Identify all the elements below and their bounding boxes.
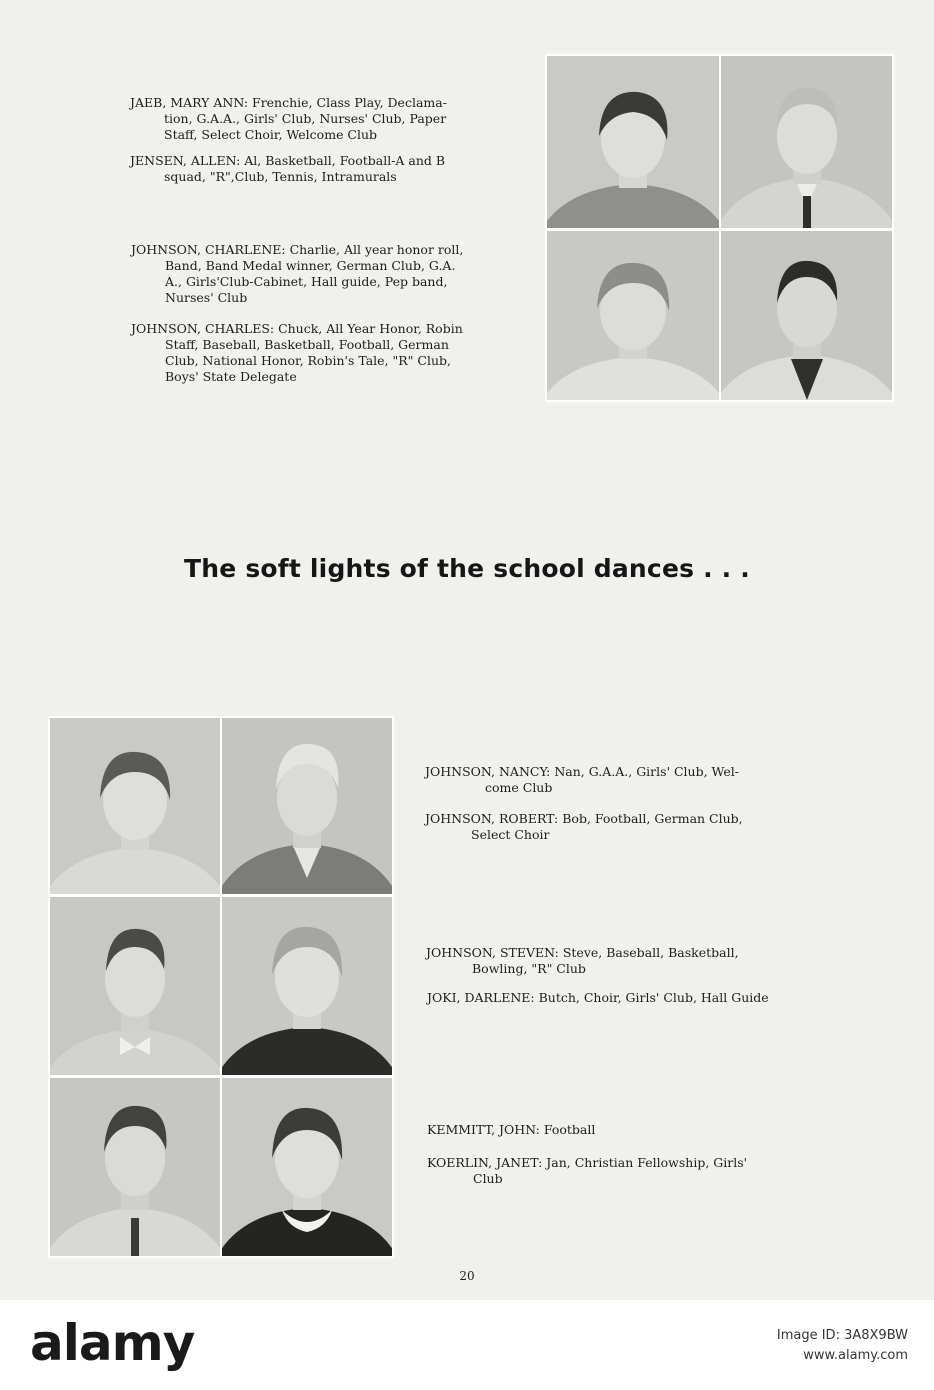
- portrait-photo: [50, 897, 220, 1075]
- portrait-photo: [721, 231, 892, 400]
- entry-first-line: JOHNSON, CHARLENE: Charlie, All year honor roll,: [131, 242, 464, 257]
- image-id-label: Image ID: 3A8X9BW: [776, 1328, 908, 1343]
- photo-grid-top: [545, 54, 894, 402]
- portrait-photo: [50, 718, 220, 894]
- portrait-photo: [222, 1078, 392, 1256]
- watermark-footer: [0, 1300, 934, 1390]
- entry-first-line: JOHNSON, ROBERT: Bob, Football, German Club,: [425, 811, 743, 826]
- site-url: www.alamy.com: [803, 1348, 908, 1363]
- entry-kemmitt-john: [427, 1122, 595, 1138]
- entry-johnson-charlene: [131, 242, 463, 306]
- watermark-meta: [777, 1326, 908, 1366]
- alamy-logo: alamy: [30, 1314, 195, 1372]
- portrait-photo: [222, 897, 392, 1075]
- entry-cont-line: Bowling, "R" Club: [472, 961, 586, 976]
- entry-cont-line: come Club: [485, 780, 553, 795]
- entry-first-line: JAEB, MARY ANN: Frenchie, Class Play, Declama-: [130, 95, 447, 110]
- entry-jensen-allen: [130, 153, 445, 185]
- entry-cont-line: Band, Band Medal winner, German Club, G.A.: [165, 258, 456, 273]
- entry-joki-darlene: [427, 990, 769, 1006]
- entry-first-line: JOKI, DARLENE: Butch, Choir, Girls' Club, Hall Guide: [427, 990, 769, 1005]
- entry-first-line: JOHNSON, CHARLES: Chuck, All Year Honor, Robin: [131, 321, 463, 336]
- portrait-photo: [50, 1078, 220, 1256]
- entry-johnson-steven: [426, 945, 739, 977]
- page-headline: The soft lights of the school dances . . .: [184, 554, 750, 583]
- portrait-photo: [721, 56, 892, 228]
- entry-cont-line: Nurses' Club: [165, 290, 248, 305]
- entry-cont-line: A., Girls'Club-Cabinet, Hall guide, Pep band,: [165, 274, 448, 289]
- entry-cont-line: Club: [473, 1171, 503, 1186]
- entry-cont-line: tion, G.A.A., Girls' Club, Nurses' Club, Paper: [164, 111, 447, 126]
- entry-cont-line: Boys' State Delegate: [165, 369, 297, 384]
- entry-cont-line: Staff, Baseball, Basketball, Football, German: [165, 337, 449, 352]
- entry-cont-line: squad, "R",Club, Tennis, Intramurals: [164, 169, 397, 184]
- entry-jaeb-mary-ann: [130, 95, 447, 143]
- entry-first-line: KOERLIN, JANET: Jan, Christian Fellowship, Girls': [427, 1155, 748, 1170]
- entry-first-line: KEMMITT, JOHN: Football: [427, 1122, 596, 1137]
- entry-first-line: JENSEN, ALLEN: Al, Basketball, Football-A and B: [130, 153, 446, 168]
- portrait-photo: [547, 231, 719, 400]
- entry-johnson-nancy: [425, 764, 739, 796]
- entry-cont-line: Club, National Honor, Robin's Tale, "R" Club,: [165, 353, 451, 368]
- entry-johnson-robert: [425, 811, 743, 843]
- entry-johnson-charles: [131, 321, 463, 385]
- page-number: 20: [459, 1269, 475, 1283]
- entry-cont-line: Staff, Select Choir, Welcome Club: [164, 127, 378, 142]
- entry-first-line: JOHNSON, STEVEN: Steve, Baseball, Basketball,: [426, 945, 739, 960]
- entry-first-line: JOHNSON, NANCY: Nan, G.A.A., Girls' Club, Wel-: [425, 764, 739, 779]
- entry-cont-line: Select Choir: [471, 827, 550, 842]
- entry-koerlin-janet: [427, 1155, 747, 1187]
- portrait-photo: [222, 718, 392, 894]
- photo-grid-bottom: [48, 716, 394, 1258]
- portrait-photo: [547, 56, 719, 228]
